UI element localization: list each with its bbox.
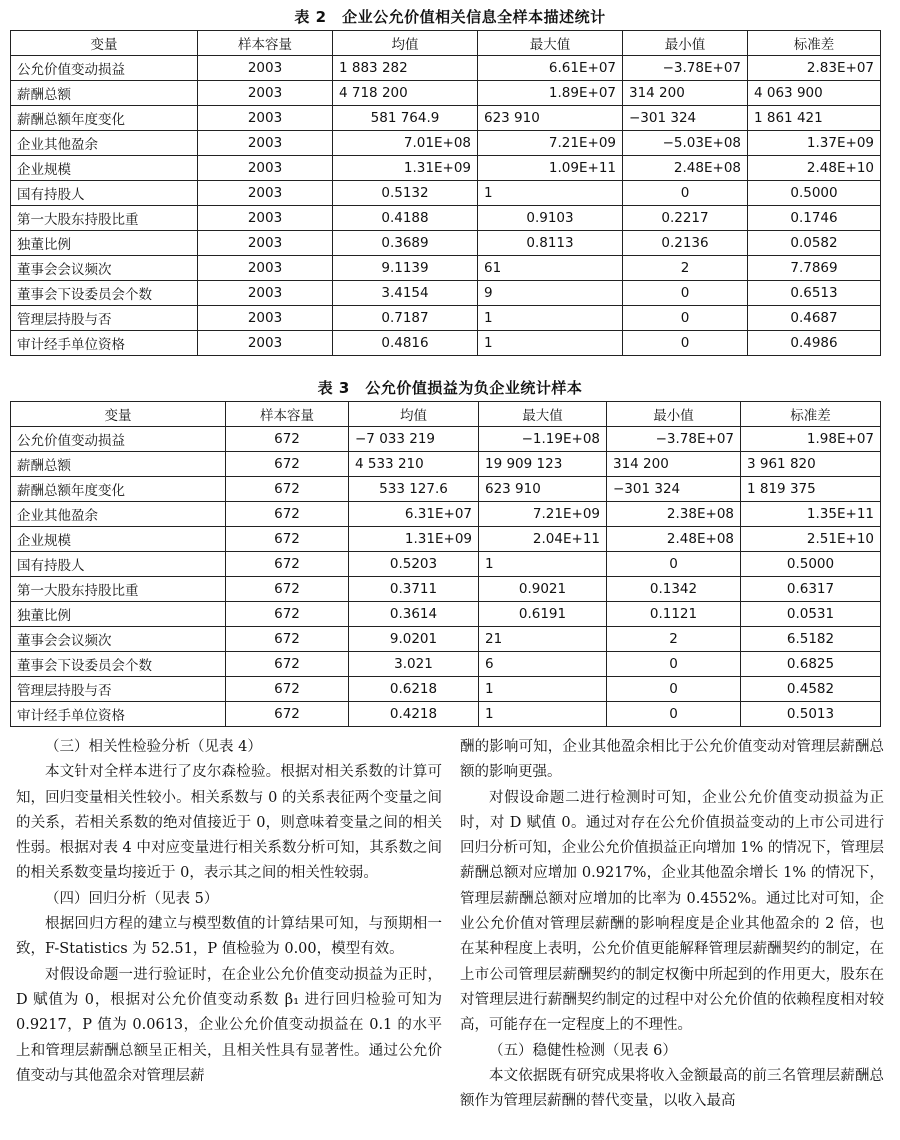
table-cell: 0 [607, 652, 741, 677]
table-cell: −7 033 219 [349, 427, 479, 452]
table-cell: 672 [226, 477, 349, 502]
table-cell: 2 [607, 627, 741, 652]
table-cell: 6.61E+07 [478, 56, 623, 81]
table-cell: 3 961 820 [741, 452, 881, 477]
table-cell: 672 [226, 452, 349, 477]
column-header: 变量 [11, 31, 198, 56]
table-cell: −301 324 [623, 106, 748, 131]
table-cell: 2003 [198, 106, 333, 131]
table-row [11, 181, 881, 206]
table-cell: 1.37E+09 [748, 131, 881, 156]
table-cell: 581 764.9 [333, 106, 478, 131]
table-cell: 2003 [198, 281, 333, 306]
variable-name-cell: 企业规模 [11, 527, 226, 552]
table-cell: 1 [478, 331, 623, 356]
column-header: 变量 [11, 402, 226, 427]
column-header: 最小值 [607, 402, 741, 427]
table-cell: 0.3689 [333, 231, 478, 256]
variable-name-cell: 薪酬总额 [11, 452, 226, 477]
table-cell: 623 910 [478, 106, 623, 131]
body-column-left [16, 735, 442, 1089]
body-paragraph: 对假设命题一进行验证时，在企业公允价值变动损益为正时，D 赋值为 0，根据对公允价值变动系数 β₁ 进行回归检验可知为 0.9217，P 值为 0.0613，企业公允价值变动损益在 0.1 的水平上和管理层薪酬总额呈正相关，且相关性具有显著性。通过公允价值变动与其他盈余对管理层薪 [16, 966, 442, 1084]
table3-caption: 表 3 公允价值损益为负企业统计样本 [317, 379, 583, 397]
table-cell: 1.89E+07 [478, 81, 623, 106]
table-row [11, 281, 881, 306]
table-cell: 1 819 375 [741, 477, 881, 502]
variable-name-cell: 董事会会议频次 [11, 256, 198, 281]
table-cell: 1 [479, 552, 607, 577]
table-row [11, 527, 881, 552]
table-cell: 0.4188 [333, 206, 478, 231]
table-cell: 1.35E+11 [741, 502, 881, 527]
table-cell: 9.0201 [349, 627, 479, 652]
table-row [11, 81, 881, 106]
table-cell: 19 909 123 [479, 452, 607, 477]
table-cell: 6.5182 [741, 627, 881, 652]
body-paragraph: 酬的影响可知，企业其他盈余相比于公允价值变动对管理层薪酬总额的影响更强。 [460, 739, 884, 781]
table-cell: 2 [623, 256, 748, 281]
column-header: 均值 [349, 402, 479, 427]
table-cell: 0 [607, 702, 741, 727]
table-row [11, 652, 881, 677]
table-cell: 2003 [198, 256, 333, 281]
table-row [11, 156, 881, 181]
variable-name-cell: 企业其他盈余 [11, 131, 198, 156]
table-cell: 61 [478, 256, 623, 281]
table-cell: −5.03E+08 [623, 131, 748, 156]
table-cell: 0.5000 [741, 552, 881, 577]
table-cell: 2003 [198, 306, 333, 331]
table-cell: 0.2217 [623, 206, 748, 231]
body-paragraph: 本文依据既有研究成果将收入金额最高的前三名管理层薪酬总额作为管理层薪酬的替代变量，以收入最高 [460, 1067, 884, 1110]
table-row [11, 627, 881, 652]
section-heading: （三）相关性检验分析（见表 4） [45, 739, 262, 755]
variable-name-cell: 第一大股东持股比重 [11, 206, 198, 231]
variable-name-cell: 薪酬总额年度变化 [11, 477, 226, 502]
table-cell: 2003 [198, 81, 333, 106]
table-cell: 7.21E+09 [478, 131, 623, 156]
table-cell: 672 [226, 627, 349, 652]
table-cell: 1 883 282 [333, 56, 478, 81]
table-cell: 7.01E+08 [333, 131, 478, 156]
table-row [11, 477, 881, 502]
table3-header-row [11, 402, 881, 427]
table-row [11, 56, 881, 81]
table-cell: 0.8113 [478, 231, 623, 256]
table-cell: 0 [607, 552, 741, 577]
table-cell: 0.5132 [333, 181, 478, 206]
table-cell: 672 [226, 552, 349, 577]
table-cell: 672 [226, 652, 349, 677]
table-cell: 1.09E+11 [478, 156, 623, 181]
table2-header-row [11, 31, 881, 56]
table-cell: 2.38E+08 [607, 502, 741, 527]
table-cell: −301 324 [607, 477, 741, 502]
table-cell: 0.5203 [349, 552, 479, 577]
table-cell: 0.1746 [748, 206, 881, 231]
table-cell: −1.19E+08 [479, 427, 607, 452]
table-cell: 0.5000 [748, 181, 881, 206]
table-cell: 0 [607, 677, 741, 702]
table-cell: 672 [226, 502, 349, 527]
variable-name-cell: 董事会会议频次 [11, 627, 226, 652]
column-header: 最大值 [479, 402, 607, 427]
table-cell: 7.21E+09 [479, 502, 607, 527]
table-cell: 0 [623, 281, 748, 306]
table3 [10, 401, 881, 727]
table-row [11, 256, 881, 281]
variable-name-cell: 公允价值变动损益 [11, 56, 198, 81]
table-cell: 9.1139 [333, 256, 478, 281]
table-cell: 1 [478, 181, 623, 206]
section-heading: （五）稳健性检测（见表 6） [489, 1042, 677, 1059]
table-cell: 0.6317 [741, 577, 881, 602]
table-cell: 0.9021 [479, 577, 607, 602]
table-cell: 4 718 200 [333, 81, 478, 106]
variable-name-cell: 审计经手单位资格 [11, 702, 226, 727]
table-cell: 0.6218 [349, 677, 479, 702]
table-row [11, 702, 881, 727]
table-row [11, 452, 881, 477]
table-cell: 0.2136 [623, 231, 748, 256]
table-cell: 0 [623, 306, 748, 331]
table-cell: 4 063 900 [748, 81, 881, 106]
table-cell: 1 861 421 [748, 106, 881, 131]
table-cell: 0.6191 [479, 602, 607, 627]
section-heading: （四）回归分析（见表 5） [45, 890, 219, 907]
variable-name-cell: 审计经手单位资格 [11, 331, 198, 356]
variable-name-cell: 薪酬总额 [11, 81, 198, 106]
table-cell: 0.4582 [741, 677, 881, 702]
table-cell: 0.6825 [741, 652, 881, 677]
table-cell: 0.1121 [607, 602, 741, 627]
variable-name-cell: 薪酬总额年度变化 [11, 106, 198, 131]
variable-name-cell: 独董比例 [11, 602, 226, 627]
column-header: 标准差 [741, 402, 881, 427]
table-cell: 2003 [198, 181, 333, 206]
table-cell: 672 [226, 577, 349, 602]
table-cell: 0.4218 [349, 702, 479, 727]
variable-name-cell: 董事会下设委员会个数 [11, 281, 198, 306]
body-paragraph: 对假设命题二进行检测时可知，企业公允价值变动损益为正时，对 D 赋值 0。通过对存在公允价值损益变动的上市公司进行回归分析可知，企业公允价值损益正向增加 1% 的情况下，管理层薪酬总额对应增加 0.9217%，企业其他盈余增长 1% 的情况下，管理层薪酬总额对应增加的比率为 0.4552%。通过比对可知，企业公允价值对管理层薪酬的影响程度是企业其他盈余的 2 倍，也在某种程度上表明，公允价值更能解释管理层薪酬契约的制定，在上市公司管理层薪酬契约的制定权衡中所起到的作用更大，股东在对管理层进行薪酬契约制定的过程中对公允价值的依赖程度相对较高，可能存在一定程度上的不理性。 [460, 789, 884, 1034]
body-column-right [460, 735, 884, 1114]
table-cell: 2003 [198, 331, 333, 356]
table-cell: 672 [226, 602, 349, 627]
table-cell: 0.0531 [741, 602, 881, 627]
column-header: 最小值 [623, 31, 748, 56]
table-cell: 1.31E+09 [333, 156, 478, 181]
variable-name-cell: 董事会下设委员会个数 [11, 652, 226, 677]
table-cell: 0.4687 [748, 306, 881, 331]
table-cell: 1 [479, 677, 607, 702]
table-cell: 623 910 [479, 477, 607, 502]
variable-name-cell: 管理层持股与否 [11, 306, 198, 331]
variable-name-cell: 国有持股人 [11, 181, 198, 206]
table-cell: 0.4816 [333, 331, 478, 356]
table2-caption: 表 2 企业公允价值相关信息全样本描述统计 [294, 8, 606, 26]
table-cell: 672 [226, 527, 349, 552]
table-cell: 2.48E+08 [623, 156, 748, 181]
table-cell: 2003 [198, 131, 333, 156]
table-cell: 3.4154 [333, 281, 478, 306]
table-cell: 2.04E+11 [479, 527, 607, 552]
table-cell: 0.1342 [607, 577, 741, 602]
table-cell: 0.6513 [748, 281, 881, 306]
table-cell: 7.7869 [748, 256, 881, 281]
column-header: 样本容量 [226, 402, 349, 427]
table-cell: 2.51E+10 [741, 527, 881, 552]
table-cell: 0.3711 [349, 577, 479, 602]
table-cell: 0.0582 [748, 231, 881, 256]
table-cell: 6.31E+07 [349, 502, 479, 527]
table-cell: 1.31E+09 [349, 527, 479, 552]
table-cell: 3.021 [349, 652, 479, 677]
table-cell: 0 [623, 331, 748, 356]
table-cell: 2.48E+10 [748, 156, 881, 181]
table-cell: 4 533 210 [349, 452, 479, 477]
column-header: 最大值 [478, 31, 623, 56]
variable-name-cell: 公允价值变动损益 [11, 427, 226, 452]
table-row [11, 106, 881, 131]
table-row [11, 306, 881, 331]
variable-name-cell: 企业其他盈余 [11, 502, 226, 527]
table-cell: 0.5013 [741, 702, 881, 727]
body-paragraph: 本文针对全样本进行了皮尔森检验。根据对相关系数的计算可知，回归变量相关性较小。相关系数与 0 的关系表征两个变量之间的关系，若相关系数的绝对值接近于 0，则意味着变量之间的相关性弱。根据对表 4 中对应变量进行相关系数分析可知，其系数之间的相关系数变量均接近于 0，表示其之间的相关性较弱。 [16, 764, 442, 882]
table-row [11, 206, 881, 231]
variable-name-cell: 管理层持股与否 [11, 677, 226, 702]
table-row [11, 427, 881, 452]
table-cell: 314 200 [607, 452, 741, 477]
table2 [10, 30, 881, 356]
table-cell: 314 200 [623, 81, 748, 106]
table-cell: −3.78E+07 [607, 427, 741, 452]
table-cell: 1.98E+07 [741, 427, 881, 452]
table-cell: 672 [226, 702, 349, 727]
table-cell: 1 [478, 306, 623, 331]
table-cell: 0.9103 [478, 206, 623, 231]
table-cell: 0.7187 [333, 306, 478, 331]
table-cell: 672 [226, 677, 349, 702]
table-cell: 672 [226, 427, 349, 452]
table-row [11, 331, 881, 356]
variable-name-cell: 第一大股东持股比重 [11, 577, 226, 602]
table-cell: −3.78E+07 [623, 56, 748, 81]
variable-name-cell: 企业规模 [11, 156, 198, 181]
table-cell: 533 127.6 [349, 477, 479, 502]
table-cell: 21 [479, 627, 607, 652]
variable-name-cell: 国有持股人 [11, 552, 226, 577]
table-cell: 2.83E+07 [748, 56, 881, 81]
table-cell: 9 [478, 281, 623, 306]
table-cell: 2003 [198, 231, 333, 256]
table-row [11, 231, 881, 256]
variable-name-cell: 独董比例 [11, 231, 198, 256]
body-paragraph: 根据回归方程的建立与模型数值的计算结果可知，与预期相一致，F-Statistics 为 52.51，P 值检验为 0.00，模型有效。 [16, 916, 442, 958]
table-cell: 2.48E+08 [607, 527, 741, 552]
table-row [11, 677, 881, 702]
table-row [11, 602, 881, 627]
table-cell: 2003 [198, 56, 333, 81]
table-cell: 0 [623, 181, 748, 206]
table-cell: 6 [479, 652, 607, 677]
table-row [11, 577, 881, 602]
table-row [11, 552, 881, 577]
column-header: 均值 [333, 31, 478, 56]
table-cell: 2003 [198, 156, 333, 181]
table-cell: 2003 [198, 206, 333, 231]
column-header: 样本容量 [198, 31, 333, 56]
table-row [11, 502, 881, 527]
table-row [11, 131, 881, 156]
table-cell: 0.3614 [349, 602, 479, 627]
table-cell: 1 [479, 702, 607, 727]
table-cell: 0.4986 [748, 331, 881, 356]
column-header: 标准差 [748, 31, 881, 56]
